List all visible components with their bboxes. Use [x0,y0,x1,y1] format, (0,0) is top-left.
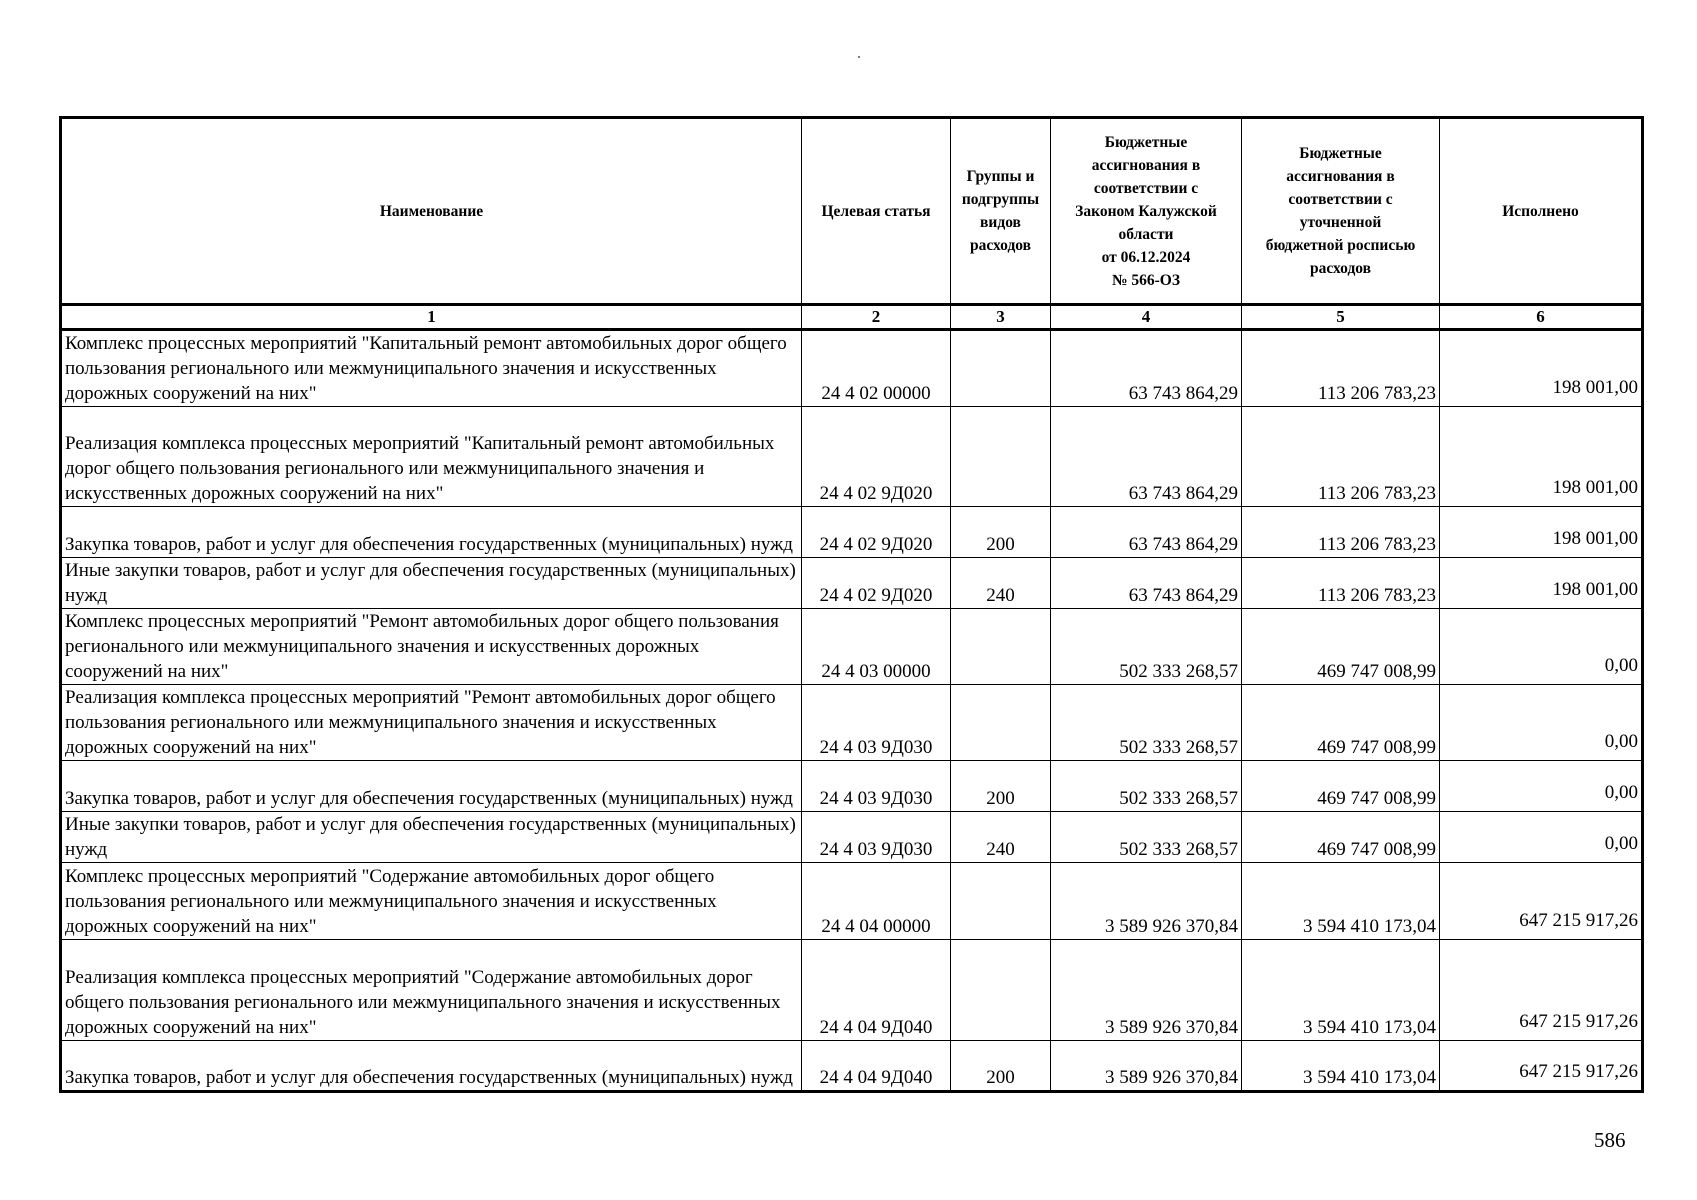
header-law-line: № 566-ОЗ [1111,271,1181,289]
column-numbers-row [61,305,1643,330]
table-row [61,609,1643,685]
row-executed-amount: 647 215 917,26 [1440,1041,1643,1092]
row-refined-amount: 469 747 008,99 [1242,761,1440,812]
scan-dot [858,56,860,58]
row-refined-amount: 469 747 008,99 [1242,812,1440,863]
header-law-line: от 06.12.2024 [1101,248,1191,266]
column-number: 1 [61,305,802,330]
row-code: 24 4 02 00000 [802,330,951,407]
row-refined-amount: 3 594 410 173,04 [1242,1041,1440,1092]
row-group: 200 [951,1041,1051,1092]
row-law-amount: 502 333 268,57 [1051,761,1242,812]
table-row [61,761,1643,812]
row-group: 200 [951,761,1051,812]
row-group [951,940,1051,1041]
row-group [951,330,1051,407]
table-row [61,812,1643,863]
table-row [61,685,1643,761]
table-row [61,407,1643,507]
table-row [61,863,1643,940]
row-law-amount: 63 743 864,29 [1051,330,1242,407]
row-code: 24 4 02 9Д020 [802,507,951,558]
row-group: 240 [951,812,1051,863]
row-group [951,407,1051,507]
header-refined-line: уточненной [1299,214,1382,231]
row-refined-amount: 3 594 410 173,04 [1242,940,1440,1041]
row-name: Реализация комплекса процессных мероприятий "Капитальный ремонт автомобильных дорог общего пользования регионального или межмуниципального значения и искусственных дорожных сооружений на них" [61,407,802,507]
row-name: Иные закупки товаров, работ и услуг для обеспечения государственных (муниципальных) нужд [61,558,802,609]
header-law-line: Бюджетные [1104,133,1188,151]
budget-table [59,116,1644,1093]
row-code: 24 4 04 00000 [802,863,951,940]
column-number: 5 [1242,305,1440,330]
table-row [61,1041,1643,1092]
row-group [951,609,1051,685]
row-name: Закупка товаров, работ и услуг для обеспечения государственных (муниципальных) нужд [61,507,802,558]
table-row [61,940,1643,1041]
row-group [951,685,1051,761]
table-row [61,330,1643,407]
header-refined-line: ассигнования в [1286,168,1395,185]
row-code: 24 4 03 9Д030 [802,761,951,812]
header-law-line: ассигнования в [1091,156,1201,174]
header-law-line: соответствии с [1093,179,1199,197]
row-group: 240 [951,558,1051,609]
row-refined-amount: 469 747 008,99 [1242,609,1440,685]
row-name: Комплекс процессных мероприятий "Ремонт автомобильных дорог общего пользования регионального или межмуниципального значения и искусственных дорожных сооружений на них" [61,609,802,685]
row-executed-amount: 0,00 [1440,685,1643,761]
row-executed-amount: 198 001,00 [1440,558,1643,609]
row-code: 24 4 03 9Д030 [802,812,951,863]
header-expense-groups: Группы и подгруппы видов расходов [951,118,1051,305]
header-name: Наименование [61,118,802,305]
header-refined-line: соответствии с [1288,191,1393,208]
table-row [61,507,1643,558]
row-law-amount: 3 589 926 370,84 [1051,1041,1242,1092]
row-law-amount: 502 333 268,57 [1051,812,1242,863]
row-name: Иные закупки товаров, работ и услуг для обеспечения государственных (муниципальных) нужд [61,812,802,863]
header-law-allocations [1051,118,1242,305]
row-law-amount: 502 333 268,57 [1051,685,1242,761]
row-name: Комплекс процессных мероприятий "Содержание автомобильных дорог общего пользования регионального или межмуниципального значения и искусственных дорожных сооружений на них" [61,863,802,940]
row-name: Реализация комплекса процессных мероприятий "Ремонт автомобильных дорог общего пользования регионального или межмуниципального значения и искусственных дорожных сооружений на них" [61,685,802,761]
row-refined-amount: 3 594 410 173,04 [1242,863,1440,940]
row-code: 24 4 02 9Д020 [802,407,951,507]
row-group: 200 [951,507,1051,558]
header-law-line: Законом Калужской [1075,202,1217,220]
row-code: 24 4 03 00000 [802,609,951,685]
row-code: 24 4 04 9Д040 [802,1041,951,1092]
row-code: 24 4 04 9Д040 [802,940,951,1041]
row-executed-amount: 0,00 [1440,761,1643,812]
header-refined-line: Бюджетные [1299,145,1382,162]
row-executed-amount: 198 001,00 [1440,407,1643,507]
row-refined-amount: 113 206 783,23 [1242,558,1440,609]
header-law-line: области [1118,225,1174,243]
row-refined-amount: 469 747 008,99 [1242,685,1440,761]
header-refined-allocations [1242,118,1440,305]
row-refined-amount: 113 206 783,23 [1242,330,1440,407]
row-name: Закупка товаров, работ и услуг для обеспечения государственных (муниципальных) нужд [61,1041,802,1092]
row-refined-amount: 113 206 783,23 [1242,407,1440,507]
row-executed-amount: 647 215 917,26 [1440,940,1643,1041]
column-number: 2 [802,305,951,330]
row-executed-amount: 0,00 [1440,812,1643,863]
row-law-amount: 63 743 864,29 [1051,407,1242,507]
row-group [951,863,1051,940]
header-row [61,118,1643,305]
header-refined-line: расходов [1309,260,1372,277]
row-executed-amount: 198 001,00 [1440,507,1643,558]
row-code: 24 4 02 9Д020 [802,558,951,609]
row-law-amount: 3 589 926 370,84 [1051,940,1242,1041]
row-executed-amount: 0,00 [1440,609,1643,685]
page-number: 586 [1594,1128,1626,1152]
column-number: 3 [951,305,1051,330]
header-executed: Исполнено [1440,118,1643,305]
row-executed-amount: 647 215 917,26 [1440,863,1643,940]
table-row [61,558,1643,609]
row-law-amount: 3 589 926 370,84 [1051,863,1242,940]
row-name: Реализация комплекса процессных мероприятий "Содержание автомобильных дорог общего пользования регионального или межмуниципального значения и искусственных дорожных сооружений на них" [61,940,802,1041]
column-number: 4 [1051,305,1242,330]
row-name: Закупка товаров, работ и услуг для обеспечения государственных (муниципальных) нужд [61,761,802,812]
row-refined-amount: 113 206 783,23 [1242,507,1440,558]
row-executed-amount: 198 001,00 [1440,330,1643,407]
row-law-amount: 63 743 864,29 [1051,558,1242,609]
row-law-amount: 502 333 268,57 [1051,609,1242,685]
row-name: Комплекс процессных мероприятий "Капитальный ремонт автомобильных дорог общего пользования регионального или межмуниципального значения и искусственных дорожных сооружений на них" [61,330,802,407]
header-refined-line: бюджетной росписью [1265,237,1416,254]
column-number: 6 [1440,305,1643,330]
row-law-amount: 63 743 864,29 [1051,507,1242,558]
row-code: 24 4 03 9Д030 [802,685,951,761]
header-target-article: Целевая статья [802,118,951,305]
